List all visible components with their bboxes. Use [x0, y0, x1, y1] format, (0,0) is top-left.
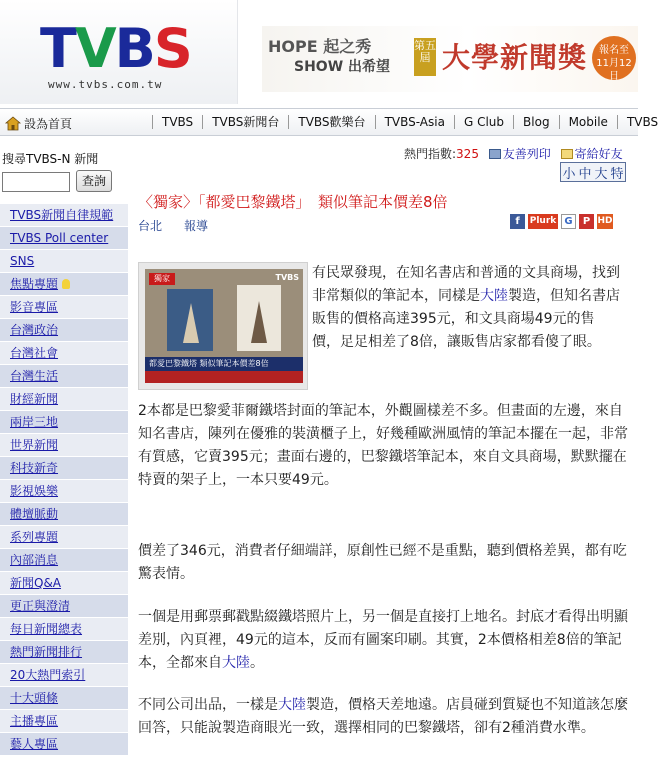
article-photo[interactable]	[138, 262, 308, 390]
font-size-large[interactable]: 大	[594, 166, 608, 182]
eiffel-tower-right	[251, 301, 267, 343]
p4-text-b: 。	[250, 655, 264, 671]
sidebar-item-cross-strait[interactable]: 兩岸三地	[0, 411, 128, 434]
mainland-link[interactable]: 大陸	[222, 655, 250, 671]
banner-hope: HOPE 起之秀	[268, 37, 372, 56]
sidebar-item-sns[interactable]: SNS	[0, 250, 128, 273]
sidebar-item-video[interactable]: 影音專區	[0, 296, 128, 319]
sidebar-item-tech[interactable]: 科技新奇	[0, 457, 128, 480]
article-paragraph-2: 2本都是巴黎愛菲爾鐵塔封面的筆記本，外觀圖樣差不多。但畫面的左邊，來自知名書店，陳列在優雅的裝潢櫃子上，好幾種歐洲風情的筆記本擺在一起，非常有質感，它賣395元；畫面右邊的，巴黎鐵塔筆記本，來自文具商場，默默擺在特賣的架子上，一本只要49元。	[138, 403, 628, 488]
search-input[interactable]	[2, 172, 70, 192]
home-label: 設為首頁	[24, 117, 73, 131]
sidebar-item-society[interactable]: 台灣社會	[0, 342, 128, 365]
sidebar-item-finance[interactable]: 財經新聞	[0, 388, 128, 411]
nav-item-tvbs-asia[interactable]: TVBS-Asia	[375, 115, 454, 129]
article-tools	[404, 145, 638, 162]
mail-icon	[561, 149, 573, 159]
p-share-icon[interactable]: P	[579, 214, 594, 229]
p5-text-a: 不同公司出品，一樣是	[138, 697, 278, 713]
sidebar-item-top20[interactable]: 20大熱門索引	[0, 664, 128, 687]
sidebar-item-life[interactable]: 台灣生活	[0, 365, 128, 388]
sidebar-item-poll-center[interactable]: TVBS Poll center	[0, 227, 128, 250]
article-location: 台北	[138, 219, 163, 233]
sidebar-item-series[interactable]: 系列專題	[0, 526, 128, 549]
nav-item-gclub[interactable]: G Club	[454, 115, 513, 129]
photo-frame	[145, 269, 303, 383]
sidebar-item-entertainment[interactable]: 影視娛樂	[0, 480, 128, 503]
google-icon[interactable]: G	[561, 214, 576, 229]
ad-banner[interactable]	[262, 26, 638, 92]
p1-text-a: 有民眾發現，在知名書店和普通的文具商場，找到非常類似的筆記本，同樣是	[312, 265, 620, 304]
font-size-selector	[560, 162, 626, 182]
set-homepage-link[interactable]	[6, 115, 72, 132]
article-type: 報導	[184, 219, 209, 233]
search-button[interactable]: 查詢	[76, 170, 112, 192]
sidebar-item-anchors[interactable]: 主播專區	[0, 710, 128, 733]
site-header	[0, 0, 638, 106]
nav-item-mobile[interactable]: Mobile	[559, 115, 617, 129]
photo-caption: 都愛巴黎鐵塔 類似筆記本價差8倍	[149, 359, 269, 368]
font-size-small[interactable]: 小	[562, 166, 576, 182]
sidebar-item-top10[interactable]: 十大頭條	[0, 687, 128, 710]
facebook-icon[interactable]: f	[510, 214, 525, 229]
nav-item-tvbs-joy[interactable]: TVBS歡樂台	[288, 115, 374, 129]
banner-title: 大學新聞獎	[442, 41, 588, 74]
logo-url: www.tvbs.com.tw	[48, 78, 163, 91]
sidebar-item-daily-list[interactable]: 每日新聞總表	[0, 618, 128, 641]
tvbs-logo[interactable]: TVBS	[40, 17, 191, 80]
nav-item-tvbs-more[interactable]: TVBS	[617, 115, 667, 129]
article-paragraph-5	[138, 694, 630, 740]
article-paragraph-3: 價差了346元，消費者仔細端詳，原創性已經不是重點，聽到價格差異，都有吃驚表情。	[138, 543, 627, 582]
hot-count: 325	[456, 147, 479, 161]
font-size-xlarge[interactable]: 特	[610, 166, 624, 182]
logo-area[interactable]	[0, 0, 238, 104]
print-link[interactable]: 友善列印	[502, 147, 551, 161]
print-icon	[489, 149, 501, 159]
sidebar-item-hot-ranking[interactable]: 熱門新聞排行	[0, 641, 128, 664]
p4-text-a: 一個是用郵票郵戳點綴鐵塔照片上，另一個是直接打上地名。封底才看得出明顯差別，內頁裡，49元的這本，反而有圖案印刷。其實，2本價格相差8倍的筆記本，全都來自	[138, 609, 628, 671]
sidebar-item-artists[interactable]: 藝人專區	[0, 733, 128, 756]
banner-edition: 第五屆	[414, 38, 436, 76]
article-meta	[138, 217, 230, 234]
mainland-link[interactable]: 大陸	[278, 697, 306, 713]
article-headline: 〈獨家〉「都愛巴黎鐵塔」 類似筆記本價差8倍	[138, 193, 448, 211]
sidebar-item-self-regulation[interactable]: TVBS新聞自律規範	[0, 204, 128, 227]
article-paragraph-1	[312, 262, 622, 354]
mainland-link[interactable]: 大陸	[480, 288, 508, 304]
sidebar-item-focus[interactable]	[0, 273, 128, 296]
mail-link[interactable]: 寄給好友	[574, 147, 623, 161]
home-icon	[6, 117, 20, 130]
share-buttons	[510, 214, 613, 229]
sidebar-item-sports[interactable]: 體壇脈動	[0, 503, 128, 526]
p1-text-b: 製造，但知名書店販售的價格高達395元，和文具商場49元的售價，足足相差了8倍，讓販售店家都看傻了眼。	[312, 288, 620, 350]
photo-exclusive-tag: 獨家	[149, 273, 175, 285]
sidebar	[0, 140, 128, 770]
sidebar-item-qa[interactable]: 新聞Q&A	[0, 572, 128, 595]
banner-badge: 報名至 11月12日	[592, 36, 636, 80]
sidebar-item-inside[interactable]: 內部消息	[0, 549, 128, 572]
sidebar-menu	[0, 204, 128, 756]
top-nav	[0, 108, 659, 136]
sidebar-item-world[interactable]: 世界新聞	[0, 434, 128, 457]
nav-item-blog[interactable]: Blog	[513, 115, 559, 129]
sidebar-item-politics[interactable]: 台灣政治	[0, 319, 128, 342]
lightbulb-icon	[62, 279, 70, 289]
sidebar-item-corrections[interactable]: 更正與澄清	[0, 595, 128, 618]
nav-item-tvbs[interactable]: TVBS	[152, 115, 202, 129]
photo-logo: TVBS	[275, 273, 299, 282]
hd-icon[interactable]: HD	[597, 214, 613, 229]
plurk-icon[interactable]: Plurk	[528, 214, 558, 229]
eiffel-tower-left	[183, 303, 199, 343]
search-title: 搜尋TVBS-N 新聞	[2, 152, 99, 166]
search-box	[0, 144, 128, 206]
nav-items	[152, 115, 667, 129]
nav-item-tvbs-news[interactable]: TVBS新聞台	[202, 115, 288, 129]
sidebar-item-focus-label: 焦點專題	[10, 277, 59, 291]
ticker-strip	[145, 371, 303, 383]
article-paragraph-4	[138, 606, 630, 675]
hot-label: 熱門指數:	[404, 147, 457, 161]
p5-text-b: 製造，價格天差地遠。店員碰到質疑也不知道該怎麼回答，只能說製造商眼光一致，選擇相同的巴黎鐵塔，卻有2種消費水準。	[138, 697, 628, 736]
font-size-medium[interactable]: 中	[578, 166, 592, 182]
banner-show: SHOW 出希望	[294, 59, 391, 75]
